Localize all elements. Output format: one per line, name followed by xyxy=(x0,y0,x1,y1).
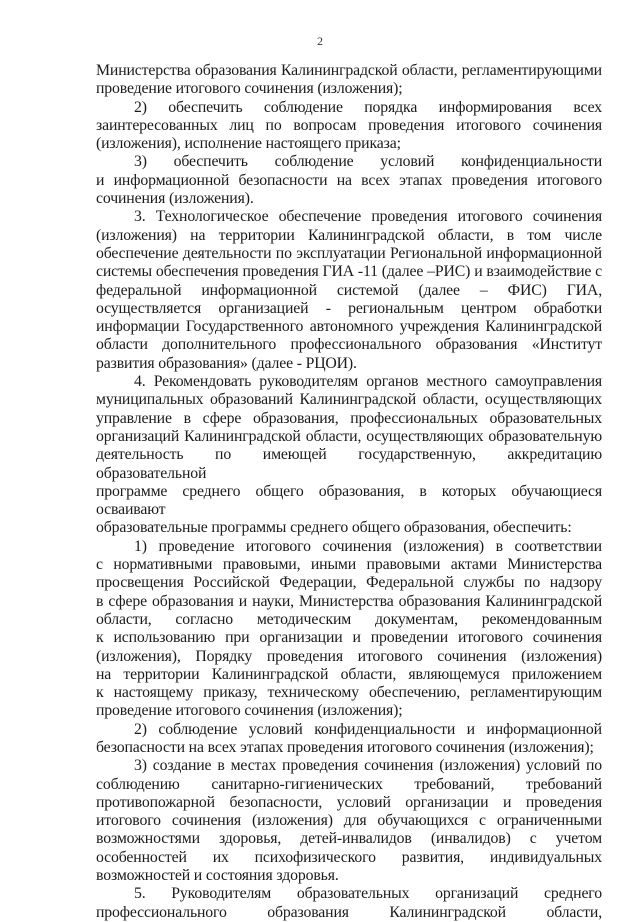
text-line xyxy=(96,80,602,98)
text-line xyxy=(96,574,602,592)
text-line xyxy=(96,812,602,830)
line-text: проведение итогового сочинения (изложения); xyxy=(96,702,403,720)
text-line xyxy=(96,538,602,556)
text-line xyxy=(96,208,602,226)
text-line xyxy=(96,172,602,190)
text-line xyxy=(96,830,602,848)
document-body xyxy=(96,62,602,922)
text-line xyxy=(96,245,602,263)
line-text: федеральной информационной системой (далее – ФИС) ГИА, xyxy=(96,281,602,299)
text-line xyxy=(96,227,602,245)
line-text: области дополнительного профессионального образования «Институт xyxy=(96,336,602,354)
text-line xyxy=(96,190,602,208)
text-line xyxy=(96,263,602,281)
line-text: особенностей их психофизического развития, индивидуальных xyxy=(96,848,602,866)
text-line xyxy=(96,355,602,373)
line-text: профессионального образования Калининградской области, xyxy=(96,903,602,921)
line-text: возможностями здоровья, детей-инвалидов (инвалидов) с учетом xyxy=(96,830,602,848)
text-line xyxy=(96,684,602,702)
text-line xyxy=(96,702,602,720)
line-text: заинтересованных лиц по вопросам проведения итогового сочинения xyxy=(96,116,602,134)
text-line xyxy=(96,757,602,775)
text-line xyxy=(96,153,602,171)
text-line xyxy=(96,483,602,520)
line-text: безопасности на всех этапах проведения итогового сочинения (изложения); xyxy=(96,738,594,756)
line-text: 3) создание в местах проведения сочинения (изложения) условий по xyxy=(134,757,602,775)
text-line xyxy=(96,519,602,537)
page-number: 2 xyxy=(317,34,323,48)
text-line xyxy=(96,739,602,757)
text-line xyxy=(96,336,602,354)
line-text: обеспечение деятельности по эксплуатации Региональной информационной xyxy=(96,244,602,262)
text-line xyxy=(96,776,602,794)
line-text: 1) проведение итогового сочинения (изложения) в соответствии xyxy=(134,537,602,555)
text-line xyxy=(96,849,602,867)
line-text: (изложения), Порядку проведения итогового сочинения (изложения) xyxy=(96,647,602,665)
line-text: 3. Технологическое обеспечение проведения итогового сочинения xyxy=(134,208,602,226)
text-line xyxy=(96,282,602,300)
line-text: 2) соблюдение условий конфиденциальности и информационной xyxy=(134,720,602,738)
line-text: (изложения) на территории Калининградской области, в том числе xyxy=(96,226,602,244)
text-line xyxy=(96,593,602,611)
text-line xyxy=(96,318,602,336)
text-line xyxy=(96,300,602,318)
line-text: противопожарной безопасности, условий организации и проведения xyxy=(96,793,602,811)
line-text: итогового сочинения (изложения) для обучающихся с ограниченными xyxy=(96,812,602,830)
text-line xyxy=(96,721,602,739)
line-text: управление в сфере образования, профессиональных образовательных xyxy=(96,409,602,427)
line-text: программе среднего общего образования, в которых обучающиеся осваивают xyxy=(96,482,602,519)
text-line xyxy=(96,885,602,903)
line-text: на территории Калининградской области, являющемуся приложением xyxy=(96,665,602,683)
line-text: 4. Рекомендовать руководителям органов местного самоуправления xyxy=(134,373,602,391)
line-text: к настоящему приказу, техническому обеспечению, регламентирующим xyxy=(96,684,602,702)
line-text: деятельность по имеющей государственную, аккредитацию образовательной xyxy=(96,446,602,482)
text-line xyxy=(96,373,602,391)
text-line xyxy=(96,135,602,153)
text-line xyxy=(96,99,602,117)
text-line xyxy=(96,62,602,80)
line-text: образовательные программы среднего общего образования, обеспечить: xyxy=(96,519,572,537)
line-text: информации Государственного автономного учреждения Калининградской xyxy=(96,318,602,336)
line-text: и информационной безопасности на всех этапах проведения итогового xyxy=(96,171,602,189)
text-line xyxy=(96,391,602,409)
line-text: муниципальных образований Калининградской области, осуществляющих xyxy=(96,391,602,409)
line-text: к использованию при организации и проведении итогового сочинения xyxy=(96,629,602,647)
line-text: с нормативными правовыми, иными правовыми актами Министерства xyxy=(96,556,602,574)
line-text: соблюдению санитарно-гигиенических требований, требований xyxy=(96,775,602,793)
text-line xyxy=(96,611,602,629)
line-text: развития образования» (далее - РЦОИ). xyxy=(96,354,357,372)
text-line xyxy=(96,410,602,428)
text-line xyxy=(96,867,602,885)
line-text: осуществляется организацией - региональным центром обработки xyxy=(96,299,602,317)
line-text: проведение итогового сочинения (изложения); xyxy=(96,80,403,98)
line-text: 5. Руководителям образовательных организаций среднего xyxy=(134,885,602,903)
line-text: сочинения (изложения). xyxy=(96,190,254,208)
line-text: области, согласно методическим документам, рекомендованным xyxy=(96,610,602,628)
text-line xyxy=(96,117,602,135)
line-text: 3) обеспечить соблюдение условий конфиденциальности xyxy=(134,153,602,171)
line-text: (изложения), исполнение настоящего приказа; xyxy=(96,135,401,153)
text-line xyxy=(96,446,602,483)
text-line xyxy=(96,904,602,922)
text-line xyxy=(96,556,602,574)
line-text: возможностей и состояния здоровья. xyxy=(96,867,339,885)
line-text: в сфере образования и науки, Министерства образования Калининградской xyxy=(96,592,602,610)
text-line xyxy=(96,629,602,647)
text-line xyxy=(96,428,602,446)
line-text: системы обеспечения проведения ГИА -11 (далее –РИС) и взаимодействие с xyxy=(96,263,602,281)
line-text: просвещения Российской Федерации, Федеральной службы по надзору xyxy=(96,574,602,592)
line-text: организаций Калининградской области, осуществляющих образовательную xyxy=(96,427,602,445)
line-text: 2) обеспечить соблюдение порядка информирования всех xyxy=(134,98,602,116)
line-text: Министерства образования Калининградской области, регламентирующими xyxy=(96,62,602,79)
text-line xyxy=(96,666,602,684)
text-line xyxy=(96,648,602,666)
text-line xyxy=(96,794,602,812)
